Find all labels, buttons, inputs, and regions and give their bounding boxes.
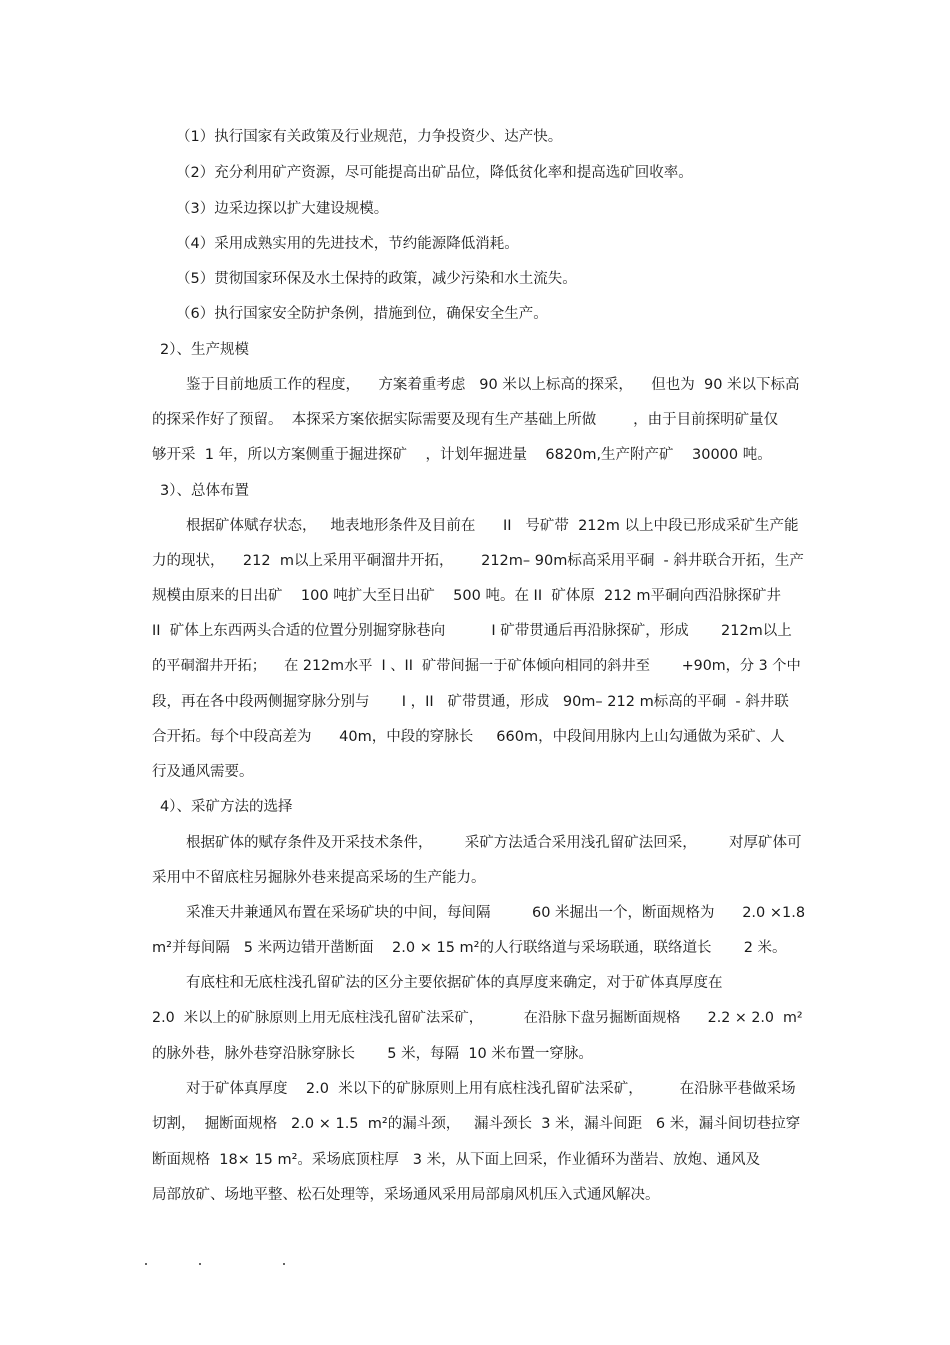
paragraph-line: 力的现状， 212 m以上采用平硐溜井开拓， 212m– 90m标高采用平硐 - 斜井联合开拓，生产: [152, 553, 804, 569]
paragraph-line: 的脉外巷，脉外巷穿沿脉穿脉长 5 米，每隔 10 米布置一穿脉。: [152, 1046, 593, 1062]
paragraph-line: 鉴于目前地质工作的程度， 方案着重考虑 90 米以上标高的探采， 但也为 90 米以下标高: [186, 377, 800, 393]
paragraph-line: 根据矿体的赋存条件及开采技术条件， 采矿方法适合采用浅孔留矿法回采， 对厚矿体可: [186, 835, 802, 851]
principle-item: （1）执行国家有关政策及行业规范，力争投资少、达产快。: [176, 129, 563, 145]
paragraph-line: 段，再在各中段两侧掘穿脉分别与 I ，II 矿带贯通，形成 90m– 212 m标高的平硐 - 斜井联: [152, 694, 789, 710]
principle-item: （4）采用成熟实用的先进技术，节约能源降低消耗。: [176, 236, 519, 252]
paragraph-line: 规模由原来的日出矿 100 吨扩大至日出矿 500 吨。在 II 矿体原 212 m平硐向西沿脉探矿井: [152, 588, 781, 604]
paragraph-line: 采用中不留底柱另掘脉外巷来提高采场的生产能力。: [152, 870, 486, 886]
paragraph-line: 切割， 掘断面规格 2.0 × 1.5 m²的漏斗颈， 漏斗颈长 3 米，漏斗间距 6 米，漏斗间切巷拉穿: [152, 1116, 801, 1132]
paragraph-line: 有底柱和无底柱浅孔留矿法的区分主要依据矿体的真厚度来确定，对于矿体真厚度在: [186, 975, 723, 991]
paragraph-line: 对于矿体真厚度 2.0 米以下的矿脉原则上用有底柱浅孔留矿法采矿， 在沿脉平巷做采场: [186, 1081, 796, 1097]
footer-dot: [145, 1263, 147, 1265]
paragraph-line: 的探采作好了预留。 本探采方案依据实际需要及现有生产基础上所做 ，由于目前探明矿量仅: [152, 412, 779, 428]
section-heading: 3）、总体布置: [160, 483, 249, 499]
paragraph-line: m²并每间隔 5 米两边错开凿断面 2.0 × 15 m²的人行联络道与采场联通，联络道长 2 米。: [152, 940, 787, 956]
paragraph-line: 行及通风需要。: [152, 764, 254, 780]
paragraph-line: 够开采 1 年，所以方案侧重于掘进探矿 ，计划年掘进量 6820m,生产附产矿 30000 吨。: [152, 447, 772, 463]
principle-item: （2）充分利用矿产资源，尽可能提高出矿品位，降低贫化率和提高选矿回收率。: [176, 165, 693, 181]
paragraph-line: 局部放矿、场地平整、松石处理等，采场通风采用局部扇风机压入式通风解决。: [152, 1187, 660, 1203]
principle-item: （6）执行国家安全防护条例，措施到位，确保安全生产。: [176, 306, 548, 322]
paragraph-line: 断面规格 18× 15 m²。采场底顶柱厚 3 米，从下面上回采，作业循环为凿岩、放炮、通风及: [152, 1152, 761, 1168]
paragraph-line: 根据矿体赋存状态， 地表地形条件及目前在 II 号矿带 212m 以上中段已形成采矿生产能: [186, 518, 799, 534]
footer-dots: [143, 1257, 303, 1271]
section-heading: 4）、采矿方法的选择: [160, 799, 293, 815]
section-heading: 2）、生产规模: [160, 342, 249, 358]
paragraph-line: 2.0 米以上的矿脉原则上用无底柱浅孔留矿法采矿， 在沿脉下盘另掘断面规格 2.2 × 2.0 m²: [152, 1010, 803, 1026]
paragraph-line: 合开拓。每个中段高差为 40m，中段的穿脉长 660m，中段间用脉内上山勾通做为采矿、人: [152, 729, 785, 745]
paragraph-line: 采准天井兼通风布置在采场矿块的中间，每间隔 60 米掘出一个，断面规格为 2.0 ×1.8: [186, 905, 806, 921]
paragraph-line: 的平硐溜井开拓； 在 212m水平 I 、II 矿带间掘一于矿体倾向相同的斜井至 +90m，分 3 个中: [152, 658, 801, 674]
principle-item: （3）边采边探以扩大建设规模。: [176, 201, 389, 217]
footer-dot: [283, 1263, 285, 1265]
principle-item: （5）贯彻国家环保及水土保持的政策，减少污染和水土流失。: [176, 271, 577, 287]
footer-dot: [199, 1263, 201, 1265]
paragraph-line: II 矿体上东西两头合适的位置分别掘穿脉巷向 I 矿带贯通后再沿脉探矿，形成 212m以上: [152, 623, 792, 639]
